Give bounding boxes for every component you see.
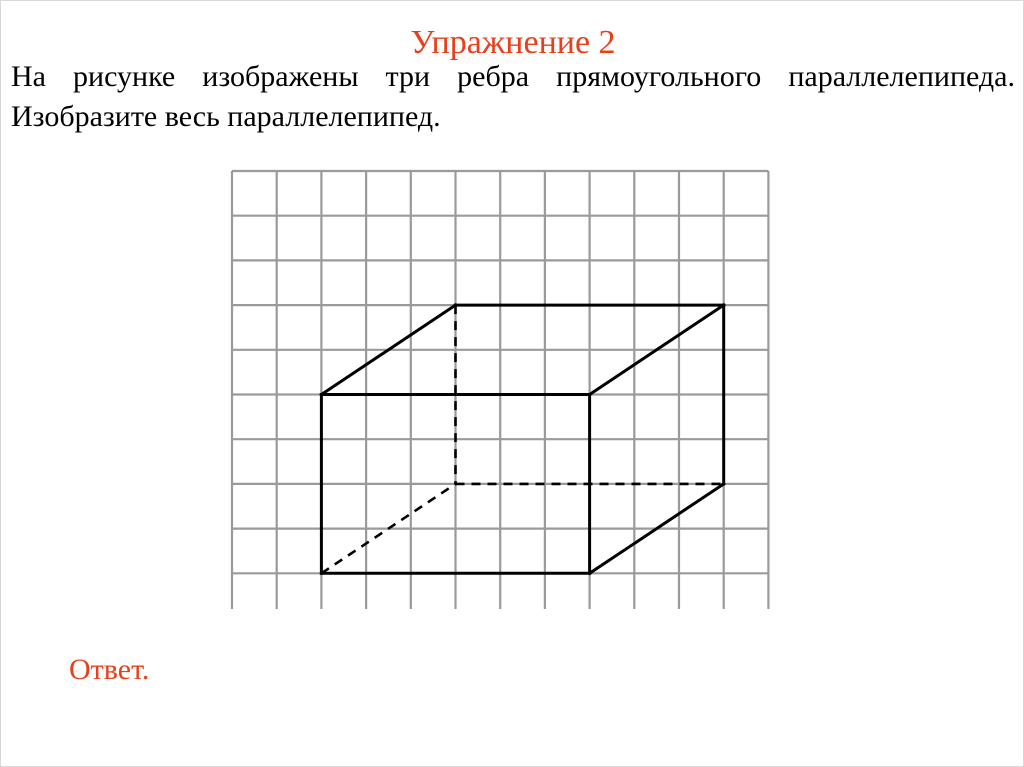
answer-label: Ответ. [69, 653, 150, 686]
grid-figure [230, 169, 770, 609]
slide-title: Упражнение 2 [410, 24, 616, 61]
task-text: На рисунке изображены три ребра прямоугольного параллелепипеда. Изобразите весь параллелепипед. [11, 60, 1015, 133]
grid-lines [232, 171, 768, 609]
